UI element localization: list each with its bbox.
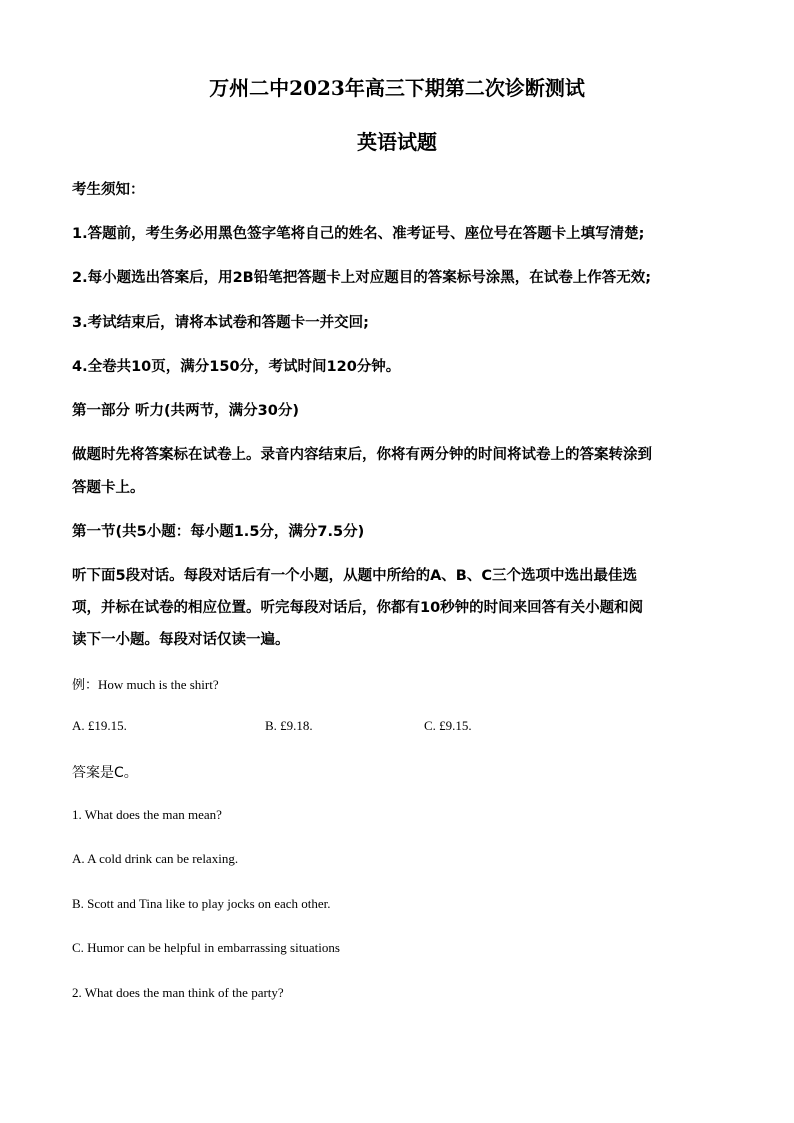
question-1-option-b: B. Scott and Tina like to play jocks on each other. xyxy=(72,896,331,911)
question-1-text: 1. What does the man mean? xyxy=(72,807,222,822)
part1-description-line2: 答题卡上。 xyxy=(72,480,145,496)
question-2-text: 2. What does the man think of the party? xyxy=(72,985,284,1000)
instruction-item-2: 2.每小题选出答案后，用2B铅笔把答题卡上对应题目的答案标号涂黑，在试卷上作答无效; xyxy=(72,270,652,286)
instruction-item-3: 3.考试结束后，请将本试卷和答题卡一并交回; xyxy=(72,315,369,331)
example-option-c: C. £9.15. xyxy=(424,718,472,733)
instructions-heading: 考生须知： xyxy=(72,182,145,198)
example-answer: 答案是C。 xyxy=(72,765,138,781)
question-1-option-a: A. A cold drink can be relaxing. xyxy=(72,851,239,866)
section1-description-line2: 项，并标在试卷的相应位置。听完每段对话后，你都有10秒钟的时间来回答有关小题和阅 xyxy=(72,600,644,616)
instruction-item-4: 4.全卷共10页，满分150分，考试时间120分钟。 xyxy=(72,359,401,375)
section1-description-line3: 读下一小题。每段对话仅读一遍。 xyxy=(72,632,290,648)
section1-heading: 第一节(共5小题：每小题1.5分，满分7.5分) xyxy=(72,524,365,540)
question-1-option-c: C. Humor can be helpful in embarrassing situations xyxy=(72,940,340,955)
example-question: 例：How much is the shirt? xyxy=(72,677,219,692)
part1-description-line1: 做题时先将答案标在试卷上。录音内容结束后，你将有两分钟的时间将试卷上的答案转涂到 xyxy=(72,447,652,463)
part1-heading: 第一部分 听力(共两节，满分30分) xyxy=(72,403,299,419)
exam-subtitle: 英语试题 xyxy=(357,130,437,154)
example-option-b: B. £9.18. xyxy=(265,718,313,733)
section1-description-line1: 听下面5段对话。每段对话后有一个小题，从题中所给的A、B、C三个选项中选出最佳选 xyxy=(72,568,638,584)
instruction-item-1: 1.答题前，考生务必用黑色签字笔将自己的姓名、准考证号、座位号在答题卡上填写清楚; xyxy=(72,226,645,242)
exam-title: 万州二中2023年高三下期第二次诊断测试 xyxy=(209,76,585,100)
example-option-a: A. £19.15. xyxy=(72,718,127,733)
